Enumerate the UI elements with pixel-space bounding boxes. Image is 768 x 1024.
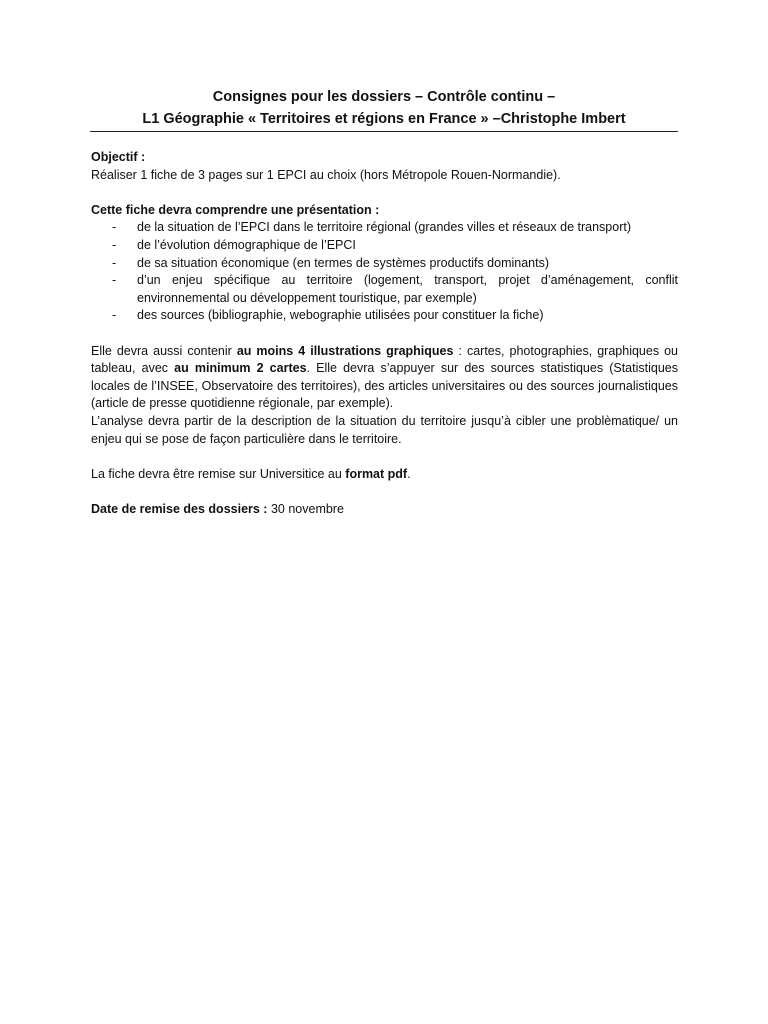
remise-text-end: .: [407, 466, 411, 481]
objectif-section: [91, 149, 678, 184]
contenu-text: . Elle devra s’appuyer sur des sources statistiques (Statistiques locales de l’INSEE, Observatoire des territoires), des articles universitaires ou des sources journalistiques (article de presse quotidienne régionale, par exemple).: [91, 361, 678, 411]
contenu-text: Elle devra aussi contenir: [91, 343, 237, 358]
bullet-marker: -: [112, 273, 117, 288]
contenu-emphasis-cartes: au minimum 2 cartes: [174, 361, 307, 376]
list-item: [91, 219, 678, 237]
presentation-label-text: Cette fiche devra comprendre une présentation :: [91, 202, 380, 217]
list-item-text: d’un enjeu spécifique au territoire (logement, transport, projet d’aménagement, conflit environnemental ou développement touristique, par exemple): [137, 273, 678, 305]
bullet-marker: -: [112, 308, 117, 323]
list-item: [91, 307, 678, 325]
title-underline: [90, 131, 678, 132]
title-line-1: Consignes pour les dossiers – Contrôle continu –: [212, 89, 556, 105]
remise-text: La fiche devra être remise sur Universitice au: [91, 466, 346, 481]
objectif-label: Objectif :: [91, 150, 146, 164]
analyse-paragraph: L’analyse devra partir de la description de la situation du territoire jusqu’à cibler une problèmatique/ un enjeu qui se pose de façon particulière dans le territoire.: [91, 413, 678, 446]
list-item-text: de la situation de l’EPCI dans le territoire régional (grandes villes et réseaux de transport): [137, 220, 632, 235]
date-value: 30 novembre: [267, 501, 344, 516]
objectif-text: Réaliser 1 fiche de 3 pages sur 1 EPCI au choix (hors Métropole Rouen-Normandie).: [91, 167, 561, 182]
presentation-label: [91, 202, 678, 220]
document-header: [90, 86, 678, 130]
date-label: Date de remise des dossiers :: [91, 501, 268, 516]
contenu-emphasis-illustrations: au moins 4 illustrations graphiques: [236, 343, 454, 358]
date-paragraph: [91, 501, 678, 519]
bullet-marker: -: [112, 255, 117, 270]
presentation-list: [91, 219, 678, 325]
contenu-text: : cartes, photographies, graphiques ou tableau, avec: [91, 343, 678, 376]
bullet-marker: -: [112, 237, 117, 252]
bullet-marker: -: [112, 220, 117, 235]
list-item: [91, 272, 678, 307]
list-item-text: de l’évolution démographique de l’EPCI: [137, 237, 356, 252]
list-item: [91, 255, 678, 273]
list-item-text: de sa situation économique (en termes de systèmes productifs dominants): [137, 255, 550, 270]
remise-paragraph: [91, 466, 678, 484]
document-body: [91, 149, 678, 518]
remise-format: format pdf: [345, 466, 408, 481]
contenu-paragraph: [91, 343, 678, 413]
list-item-text: des sources (bibliographie, webographie utilisées pour constituer la fiche): [137, 308, 544, 323]
title-line-2: L1 Géographie « Territoires et régions en France » –Christophe Imbert: [142, 111, 626, 127]
list-item: [91, 237, 678, 255]
